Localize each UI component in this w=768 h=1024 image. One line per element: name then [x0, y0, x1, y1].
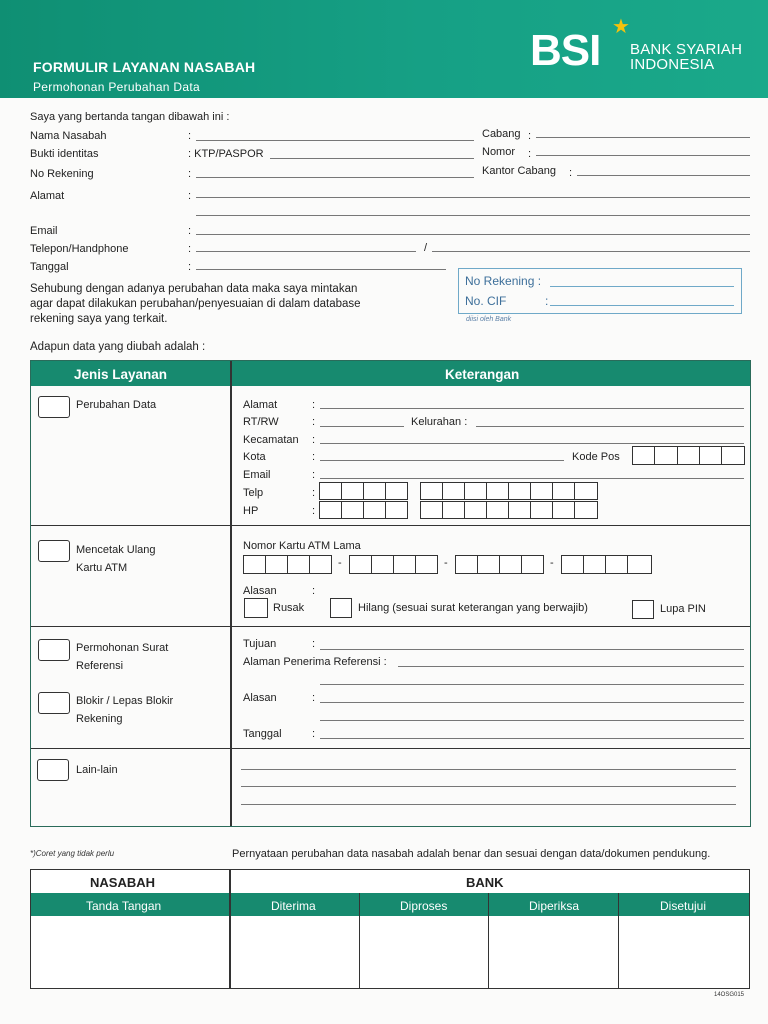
bank-note: diisi oleh Bank — [466, 316, 512, 323]
alamat-referensi-input[interactable] — [398, 666, 744, 667]
bukti-input[interactable] — [270, 158, 474, 159]
col-diperiksa: Diperiksa — [529, 899, 580, 913]
label-rekening: No Rekening — [30, 168, 94, 180]
nama-input[interactable] — [196, 140, 474, 141]
form-title: FORMULIR LAYANAN NASABAH — [33, 59, 256, 75]
blokir-checkbox[interactable] — [38, 692, 70, 714]
bank-header: BANK — [466, 875, 504, 890]
label-telepon: Telepon/Handphone — [30, 243, 129, 255]
service-table — [30, 360, 751, 827]
changes-label: Adapun data yang diubah adalah : — [30, 341, 206, 353]
cabang-input[interactable] — [536, 137, 750, 138]
referensi-label: Permohonan Surat Referensi — [76, 642, 169, 672]
diperiksa-signature-area[interactable] — [490, 918, 617, 986]
kantor-input[interactable] — [577, 175, 750, 176]
lain-lain-input-2[interactable] — [241, 786, 736, 787]
star-icon: ★ — [612, 16, 630, 38]
col-diterima: Diterima — [271, 899, 316, 913]
label-cif: No. CIF — [465, 294, 507, 308]
label-tanggal: Tanggal — [30, 261, 69, 273]
email-input[interactable] — [196, 234, 750, 235]
atm-card-group-4[interactable] — [561, 555, 652, 574]
nasabah-header: NASABAH — [90, 875, 155, 890]
label-bank-rekening: No Rekening : — [465, 274, 542, 288]
col-disetujui: Disetujui — [660, 899, 707, 913]
cif-input[interactable] — [550, 305, 734, 306]
form-code: 14OSG015 — [714, 992, 745, 998]
alamat-input[interactable] — [196, 197, 750, 198]
nasabah-signature-area[interactable] — [33, 918, 228, 986]
telepon-input[interactable] — [196, 251, 416, 252]
footnote: *)Coret yang tidak perlu — [30, 849, 115, 858]
bukti-value: : KTP/PASPOR — [188, 148, 264, 160]
kodepos-input[interactable] — [632, 446, 745, 465]
col-tanda-tangan: Tanda Tangan — [86, 899, 162, 913]
hilang-label: Hilang (sesuai surat keterangan yang berwajib) — [358, 602, 588, 614]
hp-number-input[interactable] — [420, 501, 598, 519]
handphone-input[interactable] — [432, 251, 750, 252]
rtrw-input[interactable] — [320, 426, 404, 427]
col-diproses: Diproses — [400, 899, 448, 913]
tanggal-input[interactable] — [196, 269, 446, 270]
rekening-input[interactable] — [196, 177, 474, 178]
diterima-signature-area[interactable] — [232, 918, 358, 986]
blokir-label: Blokir / Lepas Blokir Rekening — [76, 695, 174, 725]
bank-rekening-input[interactable] — [550, 286, 734, 287]
lain-lain-input-3[interactable] — [241, 804, 736, 805]
bsi-logo: BSI — [530, 26, 601, 75]
label-kantor: Kantor Cabang — [482, 165, 556, 177]
label-email: Email — [30, 225, 58, 237]
telp-number-input[interactable] — [420, 482, 598, 500]
hilang-checkbox[interactable] — [330, 598, 352, 618]
request-text: Sehubung dengan adanya perubahan data maka saya mintakan agar dapat dilakukan perubahan/penyesuaian di dalam database rekening saya yang terkait. — [30, 283, 361, 325]
lain-lain-label: Lain-lain — [76, 764, 118, 776]
form-subtitle: Permohonan Perubahan Data — [33, 80, 200, 94]
label-alamat: Alamat — [30, 190, 65, 202]
label-nama: Nama Nasabah — [30, 130, 107, 142]
label-cabang: Cabang — [482, 128, 521, 140]
referensi-checkbox[interactable] — [38, 639, 70, 661]
intro-text: Saya yang bertanda tangan dibawah ini : — [30, 111, 230, 123]
perubahan-data-label: Perubahan Data — [76, 399, 157, 411]
bank-name: BANK SYARIAH INDONESIA — [630, 41, 743, 73]
lupa-pin-checkbox[interactable] — [632, 600, 654, 619]
label-nomor: Nomor — [482, 146, 516, 158]
tujuan-input[interactable] — [320, 649, 744, 650]
atm-label: Mencetak Ulang Kartu ATM — [76, 544, 156, 574]
atm-checkbox[interactable] — [38, 540, 70, 562]
rusak-checkbox[interactable] — [244, 598, 268, 618]
kota-input[interactable] — [320, 460, 564, 461]
change-email-input[interactable] — [320, 478, 744, 479]
diproses-signature-area[interactable] — [361, 918, 487, 986]
tanggal-blokir-input[interactable] — [320, 738, 744, 739]
alasan-blokir-input-2[interactable] — [320, 720, 744, 721]
kecamatan-input[interactable] — [320, 443, 744, 444]
lupa-pin-label: Lupa PIN — [660, 603, 706, 615]
label-bukti: Bukti identitas — [30, 148, 99, 160]
statement: Pernyataan perubahan data nasabah adalah benar dan sesuai dengan data/dokumen pendukung. — [232, 848, 711, 860]
nomor-input[interactable] — [536, 155, 750, 156]
alamat-referensi-input-2[interactable] — [320, 684, 744, 685]
alasan-blokir-input[interactable] — [320, 702, 744, 703]
kelurahan-input[interactable] — [476, 426, 744, 427]
lain-lain-input-1[interactable] — [241, 769, 736, 770]
alamat-input-2[interactable] — [196, 215, 750, 216]
rusak-label: Rusak — [273, 602, 305, 614]
col-keterangan: Keterangan — [445, 367, 520, 382]
lain-lain-checkbox[interactable] — [37, 759, 69, 781]
perubahan-data-checkbox[interactable] — [38, 396, 70, 418]
col-jenis-layanan: Jenis Layanan — [74, 367, 168, 382]
change-alamat-input[interactable] — [320, 408, 744, 409]
phone-separator: / — [424, 242, 428, 254]
disetujui-signature-area[interactable] — [620, 918, 747, 986]
